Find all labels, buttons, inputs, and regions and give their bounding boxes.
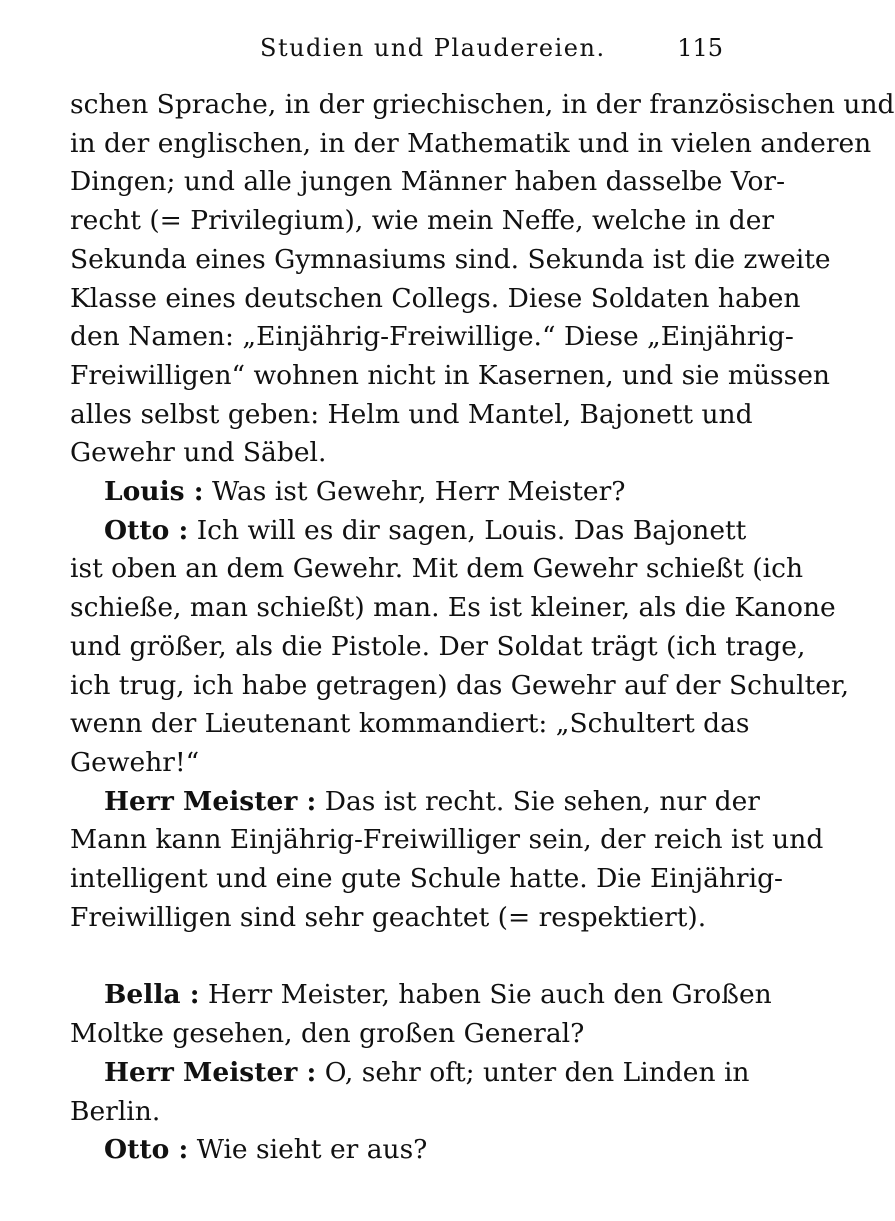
line-text: schen Sprache, in der griechischen, in der französischen und — [70, 89, 895, 120]
text-line — [70, 241, 831, 280]
speaker-name: Herr Meister : — [104, 785, 317, 817]
line-text: intelligent und eine gute Schule hatte. Die Einjährig- — [70, 863, 783, 895]
page-body — [70, 86, 895, 1170]
text-line — [70, 783, 760, 822]
line-text: Sekunda eines Gymnasiums sind. Sekunda ist die zweite — [70, 243, 831, 275]
text-line — [70, 667, 850, 706]
text-paragraph — [70, 86, 895, 473]
text-line — [70, 821, 824, 860]
text-line — [70, 1015, 726, 1054]
line-text: Wie sieht er aus? — [196, 1134, 428, 1166]
line-text: Freiwilligen sind sehr geachtet (= respektiert). — [70, 901, 707, 933]
text-line — [70, 976, 772, 1015]
line-text: Was ist Gewehr, Herr Meister? — [212, 476, 626, 508]
line-text: Moltke gesehen, den großen General? — [70, 1018, 585, 1050]
line-text: alles selbst geben: Helm und Mantel, Bajonett und — [70, 398, 753, 430]
speaker-name: Louis : — [104, 476, 204, 508]
dialogue-paragraph — [70, 783, 824, 938]
speaker-name: Bella : — [104, 979, 200, 1011]
dialogue-paragraph — [70, 976, 772, 1053]
dialogue-paragraph — [70, 1054, 750, 1131]
text-line — [70, 86, 895, 125]
text-line — [70, 473, 726, 512]
running-title: Studien und Plaudereien. — [260, 34, 606, 62]
line-text: wenn der Lieutenant kommandiert: „Schultert das — [70, 708, 750, 740]
line-text: und größer, als die Pistole. Der Soldat trägt (ich trage, — [70, 630, 806, 662]
line-text: ich trug, ich habe getragen) das Gewehr auf der Schulter, — [70, 669, 850, 701]
text-line — [70, 589, 836, 628]
line-text: schieße, man schießt) man. Es ist kleiner, als die Kanone — [70, 592, 836, 624]
speaker-name: Herr Meister : — [104, 1056, 317, 1088]
line-text: Ich will es dir sagen, Louis. Das Bajonett — [196, 514, 747, 546]
text-line — [70, 628, 806, 667]
text-line — [70, 202, 775, 241]
line-text: O, sehr oft; unter den Linden in — [324, 1056, 750, 1088]
page-header — [0, 34, 793, 68]
line-text: Das ist recht. Sie sehen, nur der — [324, 785, 760, 817]
line-text: Gewehr und Säbel. — [70, 437, 327, 469]
text-line — [70, 550, 804, 589]
speaker-name: Otto : — [104, 1134, 189, 1166]
page-number: 115 — [677, 34, 723, 62]
text-line — [70, 705, 750, 744]
speaker-name: Otto : — [104, 514, 189, 546]
text-line — [70, 396, 753, 435]
text-line — [70, 280, 801, 319]
line-text: den Namen: „Einjährig-Freiwillige.“ Diese „Einjährig- — [70, 321, 794, 353]
text-line — [70, 1131, 726, 1170]
line-text: in der englischen, in der Mathematik und in vielen anderen — [70, 127, 872, 159]
text-line — [70, 163, 786, 202]
text-line — [70, 512, 747, 551]
line-text: Gewehr!“ — [70, 746, 200, 778]
dialogue-paragraph — [70, 473, 726, 512]
line-text: ist oben an dem Gewehr. Mit dem Gewehr schießt (ich — [70, 553, 804, 585]
text-line — [70, 899, 726, 938]
line-text: Freiwilligen“ wohnen nicht in Kasernen, und sie müssen — [70, 359, 830, 391]
text-line — [70, 125, 872, 164]
line-text: Berlin. — [70, 1095, 161, 1127]
line-text: Dingen; und alle jungen Männer haben dasselbe Vor- — [70, 166, 786, 198]
text-line — [70, 357, 830, 396]
text-line — [70, 318, 794, 357]
text-line — [70, 1093, 726, 1132]
line-text: Herr Meister, haben Sie auch den Großen — [208, 979, 772, 1011]
text-line — [70, 744, 726, 783]
line-text: Klasse eines deutschen Collegs. Diese Soldaten haben — [70, 282, 801, 314]
dialogue-paragraph — [70, 512, 850, 783]
line-text: Mann kann Einjährig-Freiwilliger sein, der reich ist und — [70, 824, 824, 856]
line-text: recht (= Privilegium), wie mein Neffe, welche in der — [70, 205, 775, 237]
text-line — [70, 1054, 750, 1093]
text-line — [70, 434, 726, 473]
dialogue-paragraph — [70, 1131, 726, 1170]
text-line — [70, 860, 783, 899]
section-gap — [70, 937, 726, 976]
